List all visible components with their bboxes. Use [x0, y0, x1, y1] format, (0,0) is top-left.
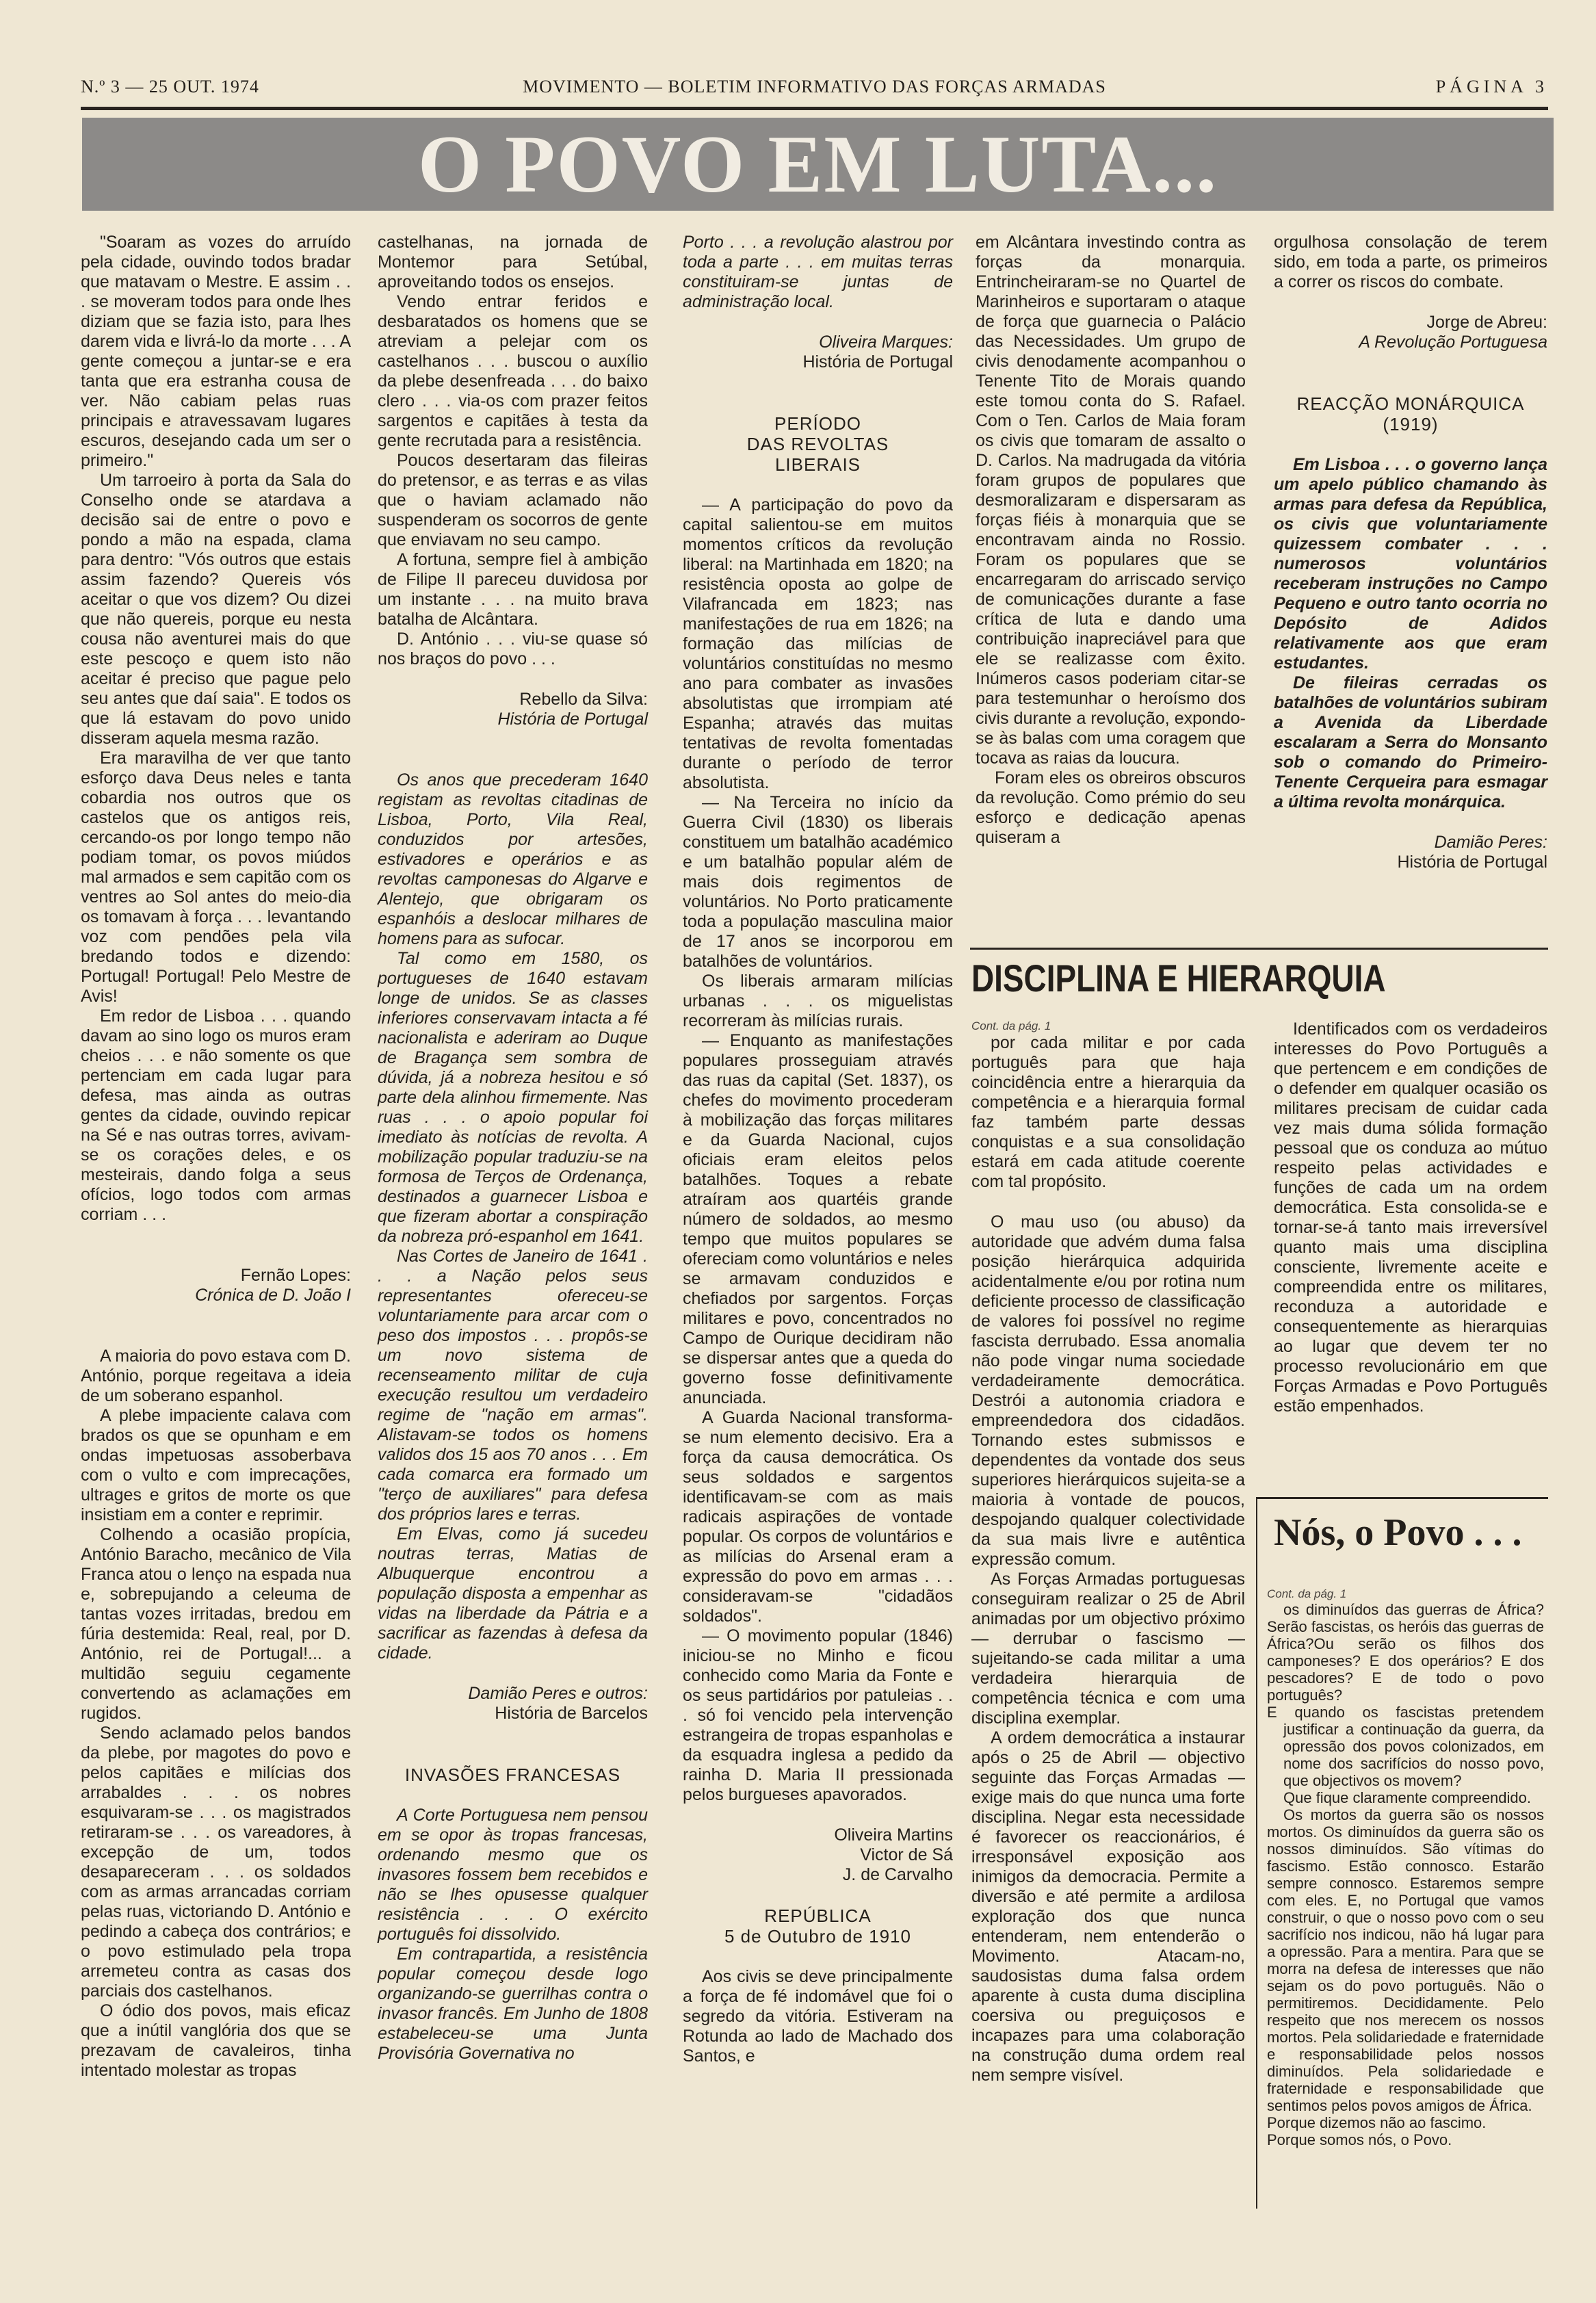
paragraph: em Alcântara investindo contra as forças da monarquia. Entrincheiraram-se no Quartel de Marinheiros e suportaram o ataque de força que guarnecia o Palácio das Necessidades. Um grupo de civis denodamente acompanhou o Tenente Tito de Morais quando este tomou conta do S. Rafael. Com o Ten. Carlos de Maia foram os civis que tomaram de assalto o D. Carlos. Na madrugada da vitória foram grupos de populares que desmoralizaram e dispersaram as forças fiéis à monarquia que se encontravam ainda no Rossio. Foram os populares que se encarregaram do arriscado serviço de comunicações durante a fase crítica de luta e dando uma contribuição inapreciável para que ele se realizasse com êxito. Inúmeros casos poderiam citar-se para testemunhar o heroísmo dos civis durante a revolução, expondo-se às balas com uma coragem que tocava as raias da loucura. — [976, 233, 1246, 768]
box-top-rule — [1256, 1497, 1548, 1499]
paragraph: os diminuídos das guerras de África? Serão fascistas, os heróis das guerras de África?Ou serão os filhos dos camponeses? E dos operários? E dos pescadores? E de todo o povo português? — [1267, 1601, 1544, 1704]
section-heading — [1274, 393, 1547, 434]
article-title: Nós, o Povo . . . — [1274, 1511, 1522, 1554]
page-header — [81, 77, 1548, 101]
paragraph: — Na Terceira no início da Guerra Civil (1830) os liberais constituem um batalhão académico e um batalhão popular além de mais dois regimentos de voluntários. No Porto praticamente toda a população masculina maior de 17 anos se incorporou em batalhões de voluntários. — [683, 793, 953, 971]
paragraph: O ódio dos povos, mais eficaz que a inútil vanglória dos que se prezavam de cavaleiros, tinha intentado molestar as tropas — [81, 2001, 351, 2080]
paragraph: A Guarda Nacional transforma-se num elemento decisivo. Era a força da causa democrática. Os seus soldados e sargentos identificavam-se com as mais radicais aspirações de vontade popular. Os corpos de voluntários e as milícias do Arsenal eram a expressão do povo em armas . . . consideravam-se "cidadãos soldados". — [683, 1408, 953, 1626]
paragraph: Os anos que precederam 1640 registam as revoltas citadinas de Lisboa, Porto, Vila Real, conduzidos por artesões, estivadores e operários e as revoltas camponesas do Algarve e Alentejo, que obrigaram os espanhóis a deslocar milhares de homens para as sufocar. — [378, 770, 648, 948]
source-author: Oliveira Marques: — [819, 333, 953, 352]
section-heading-line: PERÍODO — [774, 413, 861, 434]
paragraph: Era maravilha de ver que tanto esforço dava Deus neles e tanta cobardia nos outros que os castelos que os antigos reis, cercando-os por longo tempo não podiam tomar, os povos miúdos mal armados e sem capitão com os ventres ao Sol antes do meio-dia os tomavam à força . . . levantando voz com pendões pela vila bredando todos e dizendo: Portugal! Portugal! Pelo Mestre de Avis! — [81, 749, 351, 1006]
headline-banner — [82, 118, 1554, 211]
source-work: História de Barcelos — [495, 1704, 648, 1723]
paragraph: Vendo entrar feridos e desbaratados os homens que se atreviam a pelejar com os castelhanos . . . buscou o auxílio da plebe desenfreada . . . do baixo clero . . . via-os com prazer feitos sargentos e capitães à testa da gente recrutada para a resistência. — [378, 292, 648, 450]
source-citation — [1274, 313, 1547, 352]
section-heading-line: REPÚBLICA — [764, 1905, 872, 1926]
paragraph: Colhendo a ocasião propícia, António Baracho, mecânico de Vila Franca atou o lenço na espada nua e, sobrepujando a celeuma de tantas vozes irritadas, bredou em fúria destemida: Real, real, por D. António, rei de Portugal!... a multidão seguiu cegamente convertendo as aclamações em rugidos. — [81, 1525, 351, 1723]
discipline-column-left — [971, 1019, 1245, 2085]
column-5 — [1274, 233, 1547, 872]
paragraph: Porque dizemos não ao fascimo. — [1267, 2114, 1487, 2131]
column-3 — [683, 233, 953, 2066]
paragraph: A maioria do povo estava com D. António, porque regeitava a ideia de um soberano espanhol. — [81, 1346, 351, 1405]
source-work: História de Portugal — [802, 352, 953, 372]
section-heading-line: 5 de Outubro de 1910 — [724, 1926, 911, 1947]
paragraph: por cada militar e por cada português para que haja coincidência entre a hierarquia da competência e a hierarquia formal faz também parte dessas conquistas e a sua consolidação estará em cada atitude coerente com tal propósito. — [971, 1033, 1245, 1191]
section-heading-line: (1919) — [1383, 414, 1439, 434]
column-4 — [976, 233, 1246, 848]
source-work: A Revolução Portuguesa — [1359, 333, 1547, 352]
source-work: História de Portugal — [497, 710, 648, 729]
paragraph: Um tarroeiro à porta da Sala do Conselho onde se atardava a decisão sai de entre o povo e pondo a mão na espada, clama para dentro: "Vós outros que estais assim fazendo? Quereis vós aceitar o que vos dizem? Ou dizei que não quereis, porque eu nesta cousa não aventurei mais do que este pescoço e quem isto não aceitar é preciso que pague pelo seu antes que daí saia". E todos os que lá estavam do povo unido disseram aquela mesma razão. — [81, 471, 351, 748]
source-citation — [683, 333, 953, 372]
source-author: J. de Carvalho — [842, 1865, 953, 1884]
paragraph: E quando os fascistas pretendem justificar a continuação da guerra, da opressão dos povos colonizados, em nome dos sacrifícios do nosso povo, que objectivos os movem? — [1267, 1704, 1544, 1789]
section-rule — [970, 948, 1548, 950]
paragraph: Aos civis se deve principalmente a força de fé indomável que foi o segredo da vitória. Estiveram na Rotunda ao lado de Machado dos Santos, e — [683, 1967, 953, 2066]
header-rule — [81, 107, 1548, 110]
source-author: Jorge de Abreu: — [1426, 313, 1547, 332]
paragraph: — O movimento popular (1846) iniciou-se no Minho e ficou conhecido como Maria da Fonte e os seus partidários por patuleias . . . só foi vencido pela intervenção estrangeira de tropas espanholas e da esquadra inglesa a pedido da rainha D. Maria II pressionada pelos burgueses apavorados. — [683, 1626, 953, 1804]
paragraph: A fortuna, sempre fiel à ambição de Filipe II pareceu duvidosa por um instante . . . na muito brava batalha de Alcântara. — [378, 550, 648, 629]
source-work: Crónica de D. João I — [195, 1286, 351, 1305]
source-author: Damião Peres: — [1434, 833, 1547, 852]
section-heading: INVASÕES FRANCESAS — [404, 1765, 621, 1785]
paragraph: Em Lisboa . . . o governo lança um apelo público chamando às armas para defesa da República, os civis que voluntariamente quizessem combater . . . numerosos voluntários receberam instruções no Campo Pequeno e outro tanto ocorria no Depósito de Adidos relativamente aos que eram estudantes. — [1274, 455, 1547, 673]
issue-number: N.º 3 — 25 OUT. 1974 — [81, 77, 259, 96]
paragraph: "Soaram as vozes do arruído pela cidade, ouvindo todos bradar que matavam o Mestre. E assim . . . se moveram todos para onde lhes diziam que se fazia isto, para lhes darem vida e livrá-lo da morte . . . A gente começou a juntar-se e era tanta que era estranha cousa de ver. Não cabiam pelas ruas principais e atravessavam lugares escuros, desejando cada um ser o primeiro." — [81, 233, 351, 470]
paragraph: As Forças Armadas portuguesas conseguiram realizar o 25 de Abril animadas por um objectivo próximo — derrubar o fascismo — sujeitando-se cada militar a uma verdadeira hierarquia de competência técnica e com uma disciplina exemplar. — [971, 1570, 1245, 1728]
paragraph: Que fique claramente compreendido. — [1283, 1789, 1531, 1806]
headline: O POVO EM LUTA... — [417, 118, 1218, 209]
source-author: Victor de Sá — [860, 1845, 953, 1864]
paragraph: castelhanas, na jornada de Montemor para Setúbal, aproveitando todos os ensejos. — [378, 233, 648, 291]
nos-column — [1267, 1587, 1544, 2148]
section-heading-line: REACÇÃO MONÁRQUICA — [1296, 393, 1525, 414]
box-rule — [1256, 1497, 1257, 2209]
paragraph: Em contrapartida, a resistência popular começou desde logo organizando-se guerrilhas contra o invasor francês. Em Junho de 1808 estabeleceu-se uma Junta Provisória Governativa no — [378, 1944, 648, 2063]
paragraph: D. António . . . viu-se quase só nos braços do povo . . . — [378, 629, 648, 668]
paragraph: A ordem democrática a instaurar após o 25 de Abril — objectivo seguinte das Forças Armadas — exige mais do que nunca uma forte disciplina. Negar esta necessidade é favorecer os reaccionários, é irresponsável exposição aos inimigos da democracia. Permite a diversão e até permite a ardilosa exploração dos que nunca entenderam, nem entenderão o Movimento. Atacam-no, saudosistas duma falsa ordem aparente à custa duma disciplina coersiva ou preguiçosos e incapazes para uma colaboração na construção duma ordem real nem sempre visível. — [971, 1728, 1245, 2085]
continued-note: Cont. da pág. 1 — [1267, 1587, 1347, 1600]
paragraph: Porto . . . a revolução alastrou por toda a parte . . . em muitas terras constituiram-se juntas de administração local. — [683, 233, 953, 311]
publication-name: MOVIMENTO — BOLETIM INFORMATIVO DAS FORÇAS ARMADAS — [523, 77, 1106, 96]
paragraph: De fileiras cerradas os batalhões de voluntários subiram a Avenida da Liberdade escalaram a Serra do Monsanto sob o comando do Primeiro-Tenente Cerqueira para esmagar a última revolta monárquica. — [1274, 673, 1547, 811]
paragraph: Poucos desertaram das fileiras do pretensor, e as terras e as vilas que o haviam aclamado não suspenderam os socorros de gente que enviavam no seu campo. — [378, 451, 648, 549]
paragraph: Os liberais armaram milícias urbanas . . . os miguelistas recorreram às milícias rurais. — [683, 972, 953, 1030]
paragraph: Identificados com os verdadeiros interesses do Povo Português a que pertencem e em condições de o defender em qualquer ocasião os militares precisam de cuidar cada vez mais duma sólida formação pessoal que os conduza ao mútuo respeito pelas actividades e funções de cada um na ordem democrática. Esta consolida-se e tornar-se-á tanto mais irreversível quanto mais uma disciplina consciente, livremente aceite e compreendida entre os militares, reconduza a autoridade e consequentemente as hierarquias ao lugar que devem ter no processo revolucionário em que Forças Armadas e Povo Português estão empenhados. — [1274, 1019, 1547, 1416]
source-author: Fernão Lopes: — [240, 1266, 351, 1285]
paragraph: Os mortos da guerra são os nossos mortos. Os diminuídos da guerra são os nossos diminuídos. São vítimas do fascismo. Estão connosco. Estarão sempre connosco. Estaremos sempre com eles. E, no Portugal que vamos construir, o que o nosso povo com o seu sacrifício nos indicou, não há lugar para a opressão. Para a mentira. Para que se morra na defesa de interesses que não sejam os do povo português. Não o permitiremos. Decididamente. Pelo respeito que nos merecem os nossos mortos. Pela solidariedade e fraternidade e responsabilidade pelos nossos diminuídos. Pela solidariedade e fraternidade e responsabilidade que sentimos pelos povos amigos de África. — [1267, 1806, 1544, 2114]
paragraph: O mau uso (ou abuso) da autoridade que advém duma falsa posição hierárquica adquirida acidentalmente e/ou por rotina num deficiente processo de classificação de valores foi possível no regime fascista derrubado. Essa anomalia não pode vingar numa sociedade verdadeiramente democrática. Destrói a autonomia criadora e empreendedora dos cidadãos. Tornando estes submissos e dependentes da vontade dos seus superiores hierárquicos sujeita-se a maioria à vontade de poucos, despojando qualquer colectividade da sua mais livre e autêntica expressão comum. — [971, 1212, 1245, 1569]
paragraph: A Corte Portuguesa nem pensou em se opor às tropas francesas, ordenando mesmo que os invasores fossem bem recebidos e não se lhes opusesse qualquer resistência . . . O exército português foi dissolvido. — [378, 1806, 648, 1944]
source-work: História de Portugal — [1397, 853, 1547, 872]
column-2 — [378, 233, 648, 2064]
page-number: PÁGINA 3 — [1435, 77, 1548, 96]
paragraph: Sendo aclamado pelos bandos da plebe, por magotes do povo e pelos capitães e milícias dos arrabaldes . . . os nobres esquivaram-se . . . os magistrados retiraram-se . . . os vareadores, à excepção de um, todos desapareceram . . . os soldados com as armas arrancadas corriam pelas ruas, victoriando D. António e pedindo a cabeça dos contrários; e o povo estimulado pela tropa arremeteu contra as casas dos parciais dos castelhanos. — [81, 1723, 351, 2001]
section-heading — [683, 413, 953, 475]
article-title: DISCIPLINA E HIERARQUIA — [971, 957, 1386, 1000]
discipline-column-right — [1274, 1019, 1547, 1416]
source-citation — [683, 1825, 953, 1885]
paragraph: orgulhosa consolação de terem sido, em toda a parte, os primeiros a correr os riscos do combate. — [1274, 233, 1547, 291]
continued-note: Cont. da pág. 1 — [971, 1019, 1051, 1032]
source-citation — [81, 1266, 351, 1305]
paragraph: Foram eles os obreiros obscuros da revolução. Como prémio do seu esforço e dedicação apenas quiseram a — [976, 768, 1246, 847]
column-1 — [81, 233, 351, 2081]
paragraph: Nas Cortes de Janeiro de 1641 . . . a Nação pelos seus representantes ofereceu-se voluntariamente para arcar com o peso dos impostos . . . propôs-se um novo sistema de recenseamento militar de cuja execução resultou um verdadeiro regime de "nação em armas". Alistavam-se todos os homens validos dos 15 aos 70 anos . . . Em cada comarca era formado um "terço de auxiliares" para defesa dos próprios lares e terras. — [378, 1247, 648, 1524]
paragraph: Em Elvas, como já sucedeu noutras terras, Matias de Albuquerque encontrou a população disposta a empenhar as vidas na liberdade da Pátria e a sacrificar as fazendas à defesa da cidade. — [378, 1524, 648, 1663]
section-heading-line: LIBERAIS — [774, 454, 861, 475]
source-citation — [1274, 833, 1547, 872]
paragraph: Tal como em 1580, os portugueses de 1640 estavam longe de unidos. Se as classes inferiores conservavam intacta a fé nacionalista e aderiram ao Duque de Bragança sem sombra de dúvida, já a nobreza hesitou e só parte dela alinhou firmemente. Nas ruas . . . o apoio popular foi imediato às notícias de revolta. A mobilização popular traduziu-se na formosa de Terços de Ordenança, destinados a guarnecer Lisboa e que fizeram abortar a conspiração da nobreza pró-espanhol em 1641. — [378, 949, 648, 1246]
paragraph: Porque somos nós, o Povo. — [1267, 2131, 1452, 2148]
source-citation — [378, 690, 648, 729]
paragraph: A plebe impaciente calava com brados os que se opunham e em ondas impetuosas assoberbava com o vulto e com imprecações, ultrages e gritos de morte os que insistiam em a conter e reprimir. — [81, 1406, 351, 1524]
paragraph: Em redor de Lisboa . . . quando davam ao sino logo os muros eram cheios . . . e não somente os que pertenciam em cada lugar para defesa, mas ainda as outras gentes da cidade, ouvindo repicar na Sé e nas outras torres, avivam-se os corações deles, e os mesteirais, dando folga a seus ofícios, logo todos com armas corriam . . . — [81, 1006, 351, 1224]
paragraph: — Enquanto as manifestações populares prosseguiam através das ruas da capital (Set. 1837), os chefes do movimento procederam à mobilização das forças militares e da Guarda Nacional, cujos oficiais eram eleitos pelos batalhões. Toques a rebate atraíram aos quartéis grande número de soldados, ao mesmo tempo que muitos populares se ofereciam como voluntários e neles se armavam conduzidos e chefiados por sargentos. Forças militares e povo, concentrados no Campo de Ourique decidiram não se dispersar antes que a queda do governo fosse definitivamente anunciada. — [683, 1031, 953, 1407]
source-author: Oliveira Martins — [834, 1825, 953, 1845]
source-citation — [378, 1684, 648, 1723]
paragraph: — A participação do povo da capital salientou-se em muitos momentos críticos da revolução liberal: na Martinhada em 1820; na resistência oposta ao golpe de Vilafrancada em 1823; nas manifestações de rua em 1826; na formação das milícias de voluntários constituídas no mesmo ano para combater as invasões absolutistas que irrompiam até Espanha; através das muitas tentativas de revolta fomentadas durante o período de terror absolutista. — [683, 495, 953, 792]
section-heading — [683, 1905, 953, 1947]
section-heading-line: DAS REVOLTAS — [746, 434, 889, 454]
source-author: Damião Peres e outros: — [468, 1684, 648, 1703]
source-author: Rebello da Silva: — [519, 690, 648, 709]
